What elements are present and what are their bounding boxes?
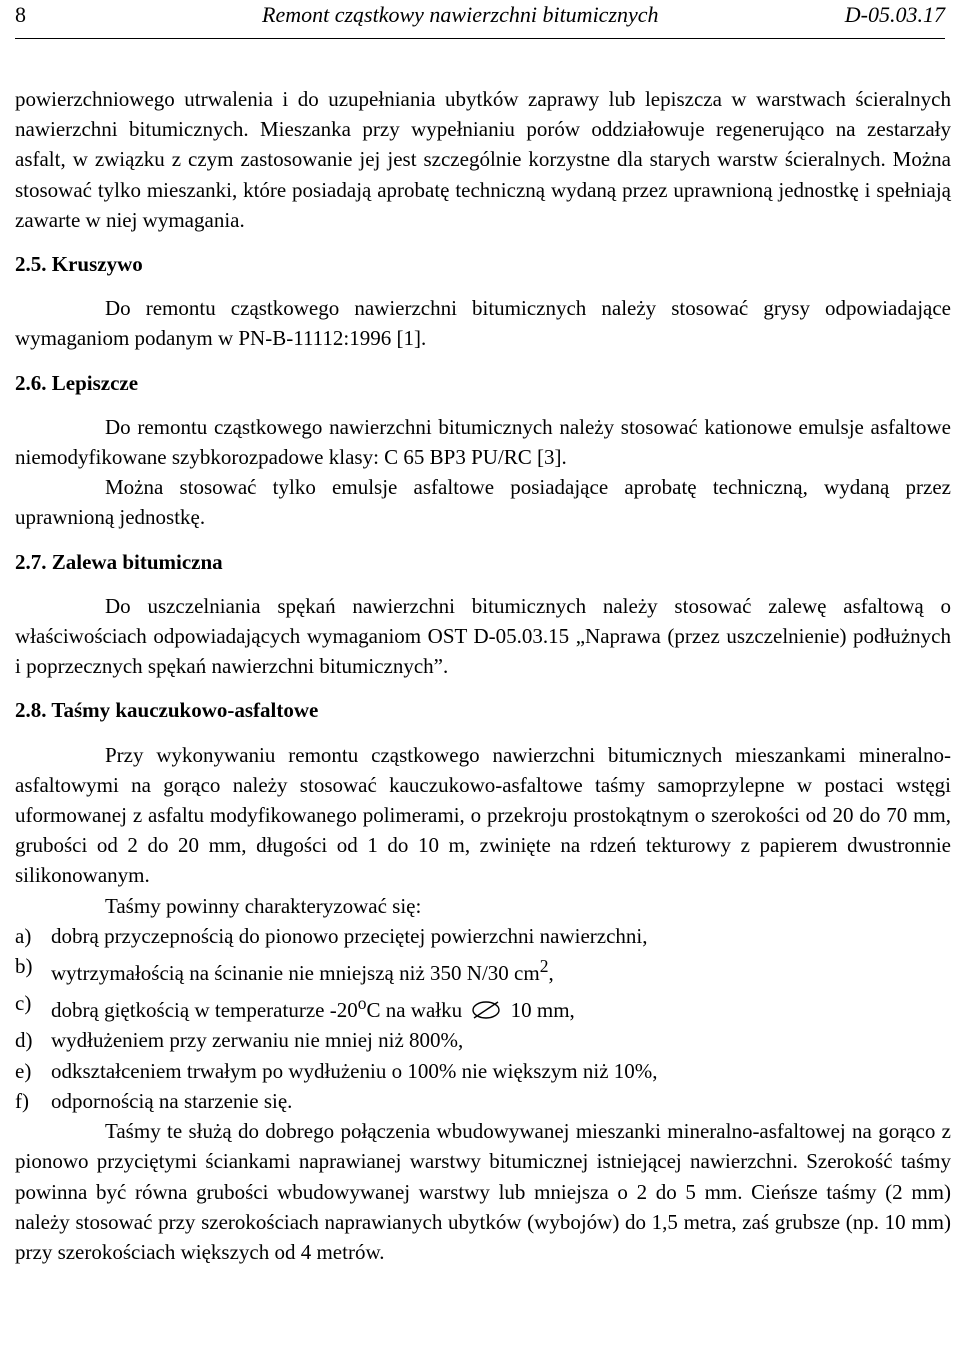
paragraph-binder-1: Do remontu cząstkowego nawierzchni bitumicznych należy stosować kationowe emulsje asfaltowe niemodyfikowane szybkorozpadowe klasy: C 65 BP3 PU/RC [3]. [15,414,951,470]
tape-properties-list [15,921,951,1116]
heading-binder: 2.6. Lepiszcze [15,370,139,395]
list-text: dobrą giętkością w temperaturze -20 [51,998,358,1023]
superscript: 2 [539,956,549,977]
paragraph-binder-2: Można stosować tylko emulsje asfaltowe posiadające aprobatę techniczną, wydaną przez uprawnioną jednostkę. [15,475,951,530]
paragraph-mixture: powierzchniowego utrwalenia i do uzupełniania ubytków zaprawy lub lepiszcza w warstwach ścieralnych nawierzchni bitumicznych. Mieszanka przy wypełnianiu porów oddziałowuje regenerująco na zestarzały asfalt, w związku z czym zastosowanie jej jest szczególnie korzystne dla starych warstw ścieralnych. Można stosować tylko mieszanki, które posiadają aprobatę techniczną wydaną przez uprawnioną jednostkę i spełniają zawarte w niej wymagania. [15,87,951,232]
running-title: Remont cząstkowy nawierzchni bitumicznych [262,2,659,27]
document-code: D-05.03.17 [844,2,945,27]
list-text-end: , [548,961,554,986]
list-label: c) [15,991,32,1016]
degree-superscript: o [357,993,367,1014]
list-text: dobrą przyczepnością do pionowo przeciętej powierzchni nawierzchni, [51,923,648,948]
heading-sealant: 2.7. Zalewa bitumiczna [15,549,223,574]
paragraph-aggregate: Do remontu cząstkowego nawierzchni bitumicznych należy stosować grysy odpowiadające wymaganiom podanym w PN-B-11112:1996 [1]. [15,296,951,351]
list-item [15,1025,951,1055]
list-text: odkształceniem trwałym po wydłużeniu o 100% nie większym niż 10%, [51,1058,658,1083]
list-item [15,988,951,1025]
list-text: odpornością na starzenie się. [51,1088,293,1113]
list-label: b) [15,954,33,979]
list-text: wydłużeniem przy zerwaniu nie mniej niż 800%, [51,1028,464,1053]
heading-aggregate: 2.5. Kruszywo [15,252,143,277]
page-header [15,0,945,40]
list-label: a) [15,923,32,948]
list-text: 10 mm, [510,998,575,1023]
page-number: 8 [15,2,26,27]
heading-tapes: 2.8. Taśmy kauczukowo-asfaltowe [15,698,319,723]
list-label: f) [15,1088,29,1113]
paragraph-tapes-3: Taśmy te służą do dobrego połączenia wbudowywanej mieszanki mineralno-asfaltowej na gorąco z pionowo przyciętymi ściankami naprawianej warstwy bitumicznej istniejącej nawierzchni. Szerokość taśmy powinna być równa grubości wbudowywanej warstwy lub mniejsza o 2 do 5 mm. Cieńsze taśmy (2 mm) należy stosować przy szerokościach naprawianych ubytków (wybojów) do 1,5 metra, zaś grubsze (np. 10 mm) przy szerokościach większych od 4 metrów. [15,1119,951,1264]
paragraph-tapes-1: Przy wykonywaniu remontu cząstkowego nawierzchni bitumicznych mieszankami mineralno-asfaltowymi na gorąco należy stosować kauczukowo-asfaltowe taśmy samoprzylepne w postaci wstęgi uformowanej z asfaltu modyfikowanego polimerami, o przekroju prostokątnym o szerokości od 20 do 70 mm, grubości od 2 do 20 mm, długości od 1 do 10 m, zwinięte na rdzeń tekturowy z papierem dwustronnie silikonowanym. [15,742,951,888]
list-label: d) [15,1028,33,1053]
header-rule [15,38,945,39]
list-item [15,951,951,988]
paragraph-sealant: Do uszczelniania spękań nawierzchni bitumicznych należy stosować zalewę asfaltową o właściwościach odpowiadających wymaganiom OST D-05.03.15 „Naprawa (przez uszczelnienie) podłużnych i poprzecznych spękań nawierzchni bitumicznych”. [15,593,951,679]
list-label: e) [15,1058,32,1083]
page-body [15,84,951,1267]
diameter-icon [471,1001,501,1019]
list-item [15,1086,951,1116]
list-item [15,1056,951,1086]
list-text: C na wałku [366,998,463,1023]
list-text: wytrzymałością na ścinanie nie mniejszą niż 350 N/30 cm [51,961,540,986]
list-item [15,921,951,951]
paragraph-tapes-2: Taśmy powinny charakteryzować się: [105,893,422,918]
